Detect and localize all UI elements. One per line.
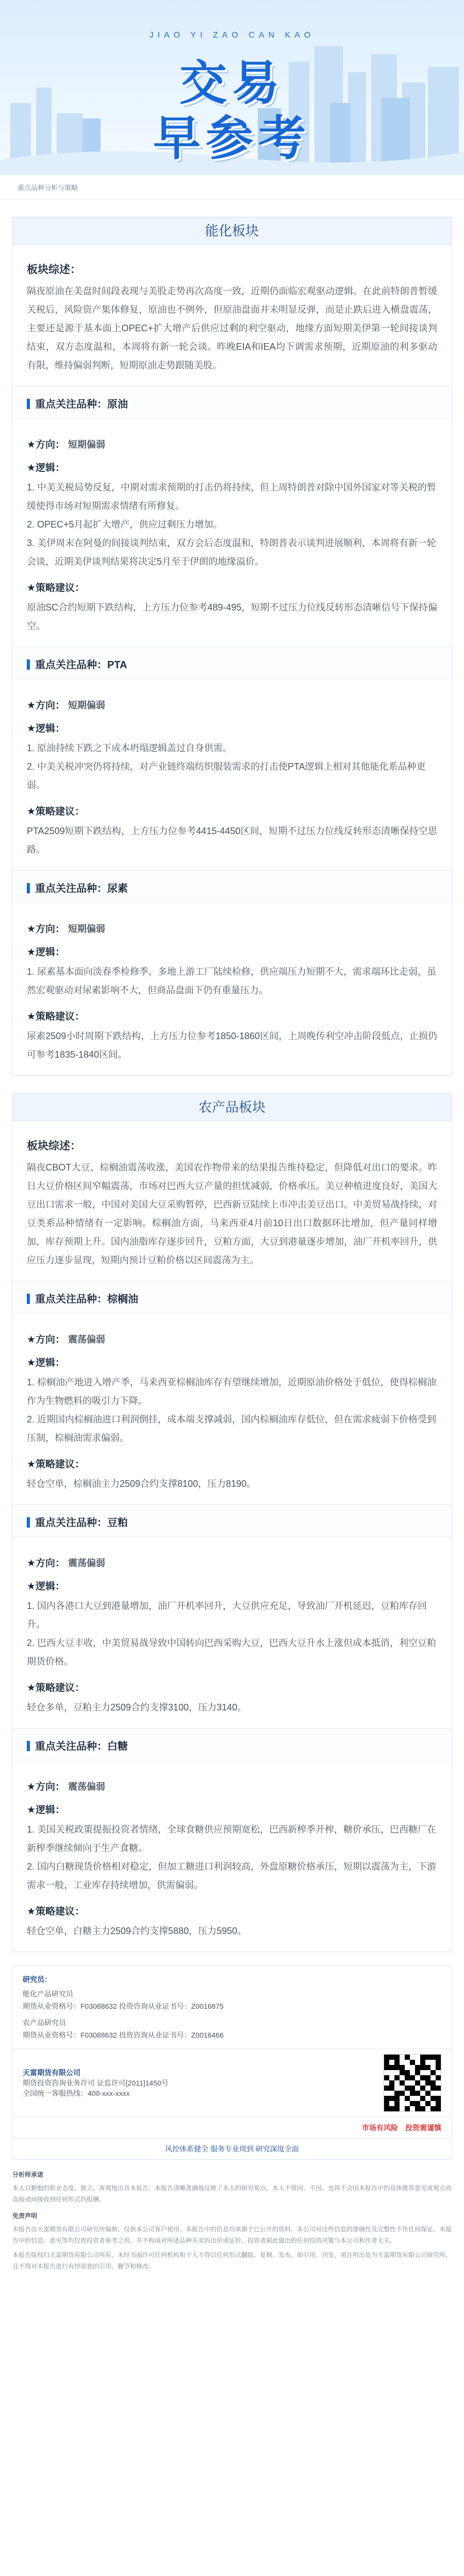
direction-value: 短期偏弱: [68, 439, 106, 450]
logic-label: ★逻辑：: [27, 1358, 65, 1368]
slogan-row: [12, 2138, 452, 2159]
company-name: 天富期货有限公司: [23, 2069, 80, 2077]
logic-item: 2. 国内白糖现货价格相对稳定，但加工糖进口利润较高，外盘原糖价格承压，短期以震荡为主，下游需求一般，工业库存持续增加，供需偏弱。: [27, 1861, 437, 1890]
accent-bar: [27, 1517, 30, 1528]
legal-heading-2: 免责声明: [12, 2212, 38, 2219]
focus-head: 重点关注品种：尿素: [12, 871, 452, 903]
accent-bar: [27, 399, 30, 409]
agri-summary: [12, 1121, 452, 1281]
strategy-label: ★策略建议：: [27, 1459, 85, 1470]
banner-pinyin: JIAO YI ZAO CAN KAO: [149, 31, 315, 40]
strategy-text: 轻仓空单，棕榈油主力2509合约支撑8100，压力8190。: [27, 1479, 256, 1489]
agri-analyst-title: 农产品研究员: [23, 2019, 66, 2027]
direction-value: 震荡偏弱: [68, 1782, 106, 1792]
direction-value: 震荡偏弱: [68, 1558, 106, 1568]
logic-item: 2. 中美关税冲突仍将持续，对产业链终端纺织服装需求的打击使PTA逻辑上相对其他能化系品种更弱。: [27, 761, 426, 790]
legal-heading-1: 分析师承诺: [12, 2171, 44, 2178]
analyst-box: [12, 1966, 452, 2048]
agri-section: [12, 1093, 452, 1952]
slogan: 风控体系健全 服务专业周到 研究深度全面: [165, 2145, 299, 2153]
risk-tag-1: 市场有风险: [362, 2124, 398, 2132]
legal-text-3: 本报告版权归天富期货有限公司所有，未经书面许可任何机构和个人不得以任何形式翻版、复制、发布。如引用、刊发，须注明出处为天富期货有限公司研究所，且不得对本报告进行有悖原意的引用、删节和修改。: [12, 2251, 452, 2270]
logic-item: 1. 美国关税政策提振投资者情绪，全球食糖供应预期宽松，巴西新榨季开榨，糖价承压，巴西糖厂在新榨季继续倾向于生产食糖。: [27, 1824, 437, 1853]
focus-name: 棕榈油: [107, 1294, 138, 1305]
focus-item-pta: [12, 647, 452, 871]
disclaimer: [12, 2169, 452, 2272]
report-subtitle: 重点品种分析与策略: [0, 175, 464, 199]
summary-label: 板块综述：: [27, 1140, 81, 1152]
direction-value: 震荡偏弱: [68, 1334, 106, 1345]
analyst-label: 研究员：: [23, 1975, 52, 1984]
focus-head: 重点关注品种：PTA: [12, 647, 452, 679]
direction-value: 短期偏弱: [68, 924, 106, 934]
focus-item-crude: [12, 386, 452, 647]
energy-summary: [12, 245, 452, 386]
logic-item: 2. OPEC+5月起扩大增产，供应过剩压力增加。: [27, 519, 223, 530]
section-title-energy: 能化板块: [12, 217, 452, 245]
logic-label: ★逻辑：: [27, 723, 65, 734]
section-title-agri: 农产品板块: [12, 1094, 452, 1121]
accent-bar: [27, 1741, 30, 1751]
focus-name: 尿素: [107, 883, 128, 894]
energy-section: [12, 217, 452, 1076]
focus-name: 白糖: [107, 1741, 128, 1752]
logic-item: 1. 国内各港口大豆到港量增加，油厂开机率回升，大豆供应充足，导致油厂开机延迟，豆粕库存回升。: [27, 1601, 427, 1630]
legal-text-1: 本人以勤勉的职业态度，独立、客观地出具本报告。本报告清晰准确地反映了本人的研究观点。本人不曾因、不因、也将不会因本报告中的具体推荐意见或观点而直接或间接收到任何形式的报酬。: [12, 2184, 452, 2203]
accent-bar: [27, 883, 30, 893]
strategy-label: ★策略建议：: [27, 1011, 85, 1022]
strategy-label: ★策略建议：: [27, 806, 85, 817]
summary-text: 隔夜原油在美盘时间段表现与美股走势再次高度一致，近期仍面临宏观驱动逻辑。在此前特朗普暂缓关税后，风险资产集体修复，原油也不例外，但原油盘面并未明显反弹，而是止跌后进入横盘震荡，主要还是源于基本面上OPEC+扩大增产后供应过剩的利空驱动，地缘方面短期美伊第一轮间接谈判结束，双方态度温和，本周将有新一轮会谈。昨晚EIA和IEA均下调需求预期，近期原油的利多驱动有限，维持偏弱判断，短期原油走势跟随美股。: [27, 286, 437, 370]
focus-item-palm-oil: [12, 1281, 452, 1505]
energy-analyst-line: 期货从业资格号：F03088632 投资咨询从业证书号：Z0016875: [23, 2002, 224, 2010]
strategy-text: 原油SC合约短期下跌结构，上方压力位参考489-495，短期不过压力位线反转形态清晰信号下保持偏空。: [27, 602, 437, 631]
banner-title-line2: 早参考: [153, 111, 311, 166]
logic-label: ★逻辑：: [27, 463, 65, 473]
focus-head: 重点关注品种：棕榈油: [12, 1281, 452, 1313]
strategy-text: 轻仓多单，豆粕主力2509合约支撑3100，压力3140。: [27, 1702, 247, 1713]
direction-value: 短期偏弱: [68, 700, 106, 710]
direction-label: ★方向： 短期偏弱: [27, 439, 106, 450]
strategy-label: ★策略建议：: [27, 1683, 85, 1693]
strategy-text: 尿素2509小时周期下跌结构，上方压力位参考1850-1860区间，上周晚传利空冲击阶段低点，止损仍可参考1835-1840区间。: [27, 1031, 437, 1060]
focus-head: 重点关注品种：豆粕: [12, 1505, 452, 1537]
risk-tag-2: 投资需谨慎: [405, 2124, 441, 2132]
focus-item-urea: [12, 871, 452, 1075]
legal-text-2: 本报告由天富期货有限公司研究所编制，仅供本公司客户使用。本报告中的信息均来源于已公开的资料，本公司对这些信息的准确性及完整性不作任何保证。本报告中的信息、意见等均仅供投资者参考之用，并不构成对所述品种买卖的出价或征价，投资者据此做出的任何投资决策与本公司和作者无关。: [12, 2226, 452, 2244]
direction-label: ★方向： 短期偏弱: [27, 924, 106, 935]
strategy-text: PTA2509短期下跌结构，上方压力位参考4415-4450区间，短期不过压力位线反转形态清晰保持空思路。: [27, 826, 437, 855]
strategy-text: 轻仓空单，白糖主力2509合约支撑5880，压力5950。: [27, 1926, 247, 1936]
logic-label: ★逻辑：: [27, 947, 65, 958]
accent-bar: [27, 1294, 30, 1304]
focus-item-soymeal: [12, 1505, 452, 1728]
direction-label: ★方向： 震荡偏弱: [27, 1558, 106, 1569]
contact-line: 全国统一客服热线：400-xxx-xxxx: [23, 2089, 130, 2097]
logic-item: 1. 中美关税局势反复，中期对需求预期的打击仍将持续，但上周特朗普对除中国外国家对等关税的暂缓使得市场对短期需求情绪有所修复。: [27, 482, 437, 511]
logic-label: ★逻辑：: [27, 1805, 65, 1816]
strategy-label: ★策略建议：: [27, 583, 85, 594]
logic-item: 2. 近期国内棕榈油进口利润倒挂，成本端支撑减弱，国内棕榈油库存低位，但在需求疲弱下价格受到压制，棕榈油需求偏弱。: [27, 1414, 437, 1443]
accent-bar: [27, 659, 30, 670]
direction-label: ★方向： 震荡偏弱: [27, 1334, 106, 1345]
logic-item: 1. 尿素基本面向淡春季检修季，多地上游工厂陆续检修，供应端压力短期不大，需求端环比走弱，虽然宏观驱动对尿素影响不大，但商品盘面下仍有重量压力。: [27, 967, 437, 995]
logic-item: 1. 棕榈油产地进入增产季，马来西亚棕榈油库存有望继续增加，近期原油价格处于低位，使得棕榈油作为生物燃料的吸引力下降。: [27, 1377, 437, 1406]
focus-name: 原油: [107, 399, 128, 410]
logic-item: 3. 美伊周末在阿曼的间接谈判结束，双方会后态度温和，特朗普表示谈判进展顺利，本周将有新一轮会谈，近期美伊谈判结果将决定5月至于伊朗的地缘溢价。: [27, 538, 437, 567]
focus-name: PTA: [107, 659, 127, 671]
energy-analyst-title: 能化产品研究员: [23, 1990, 73, 1998]
qr-code[interactable]: [384, 2054, 441, 2112]
analyst-footer: [12, 1965, 452, 2160]
focus-name: 豆粕: [107, 1517, 128, 1529]
logic-item: 2. 巴西大豆丰收，中美贸易战导致中国转向巴西采购大豆，巴西大豆升水上涨但成本抵消，利空豆粕期货价格。: [27, 1638, 437, 1667]
banner-title-line1: 交易: [179, 56, 285, 111]
company-row: [12, 2048, 452, 2117]
summary-label: 板块综述：: [27, 264, 81, 276]
logic-item: 1. 原油持续下跌之下成本坍塌逻辑盖过自身供需。: [27, 743, 233, 753]
focus-item-sugar: [12, 1728, 452, 1952]
direction-label: ★方向： 震荡偏弱: [27, 1782, 106, 1792]
agri-analyst-line: 期货从业资格号：F03088632 投资咨询从业证书号：Z0016466: [23, 2031, 224, 2039]
logic-label: ★逻辑：: [27, 1581, 65, 1592]
direction-label: ★方向： 短期偏弱: [27, 700, 106, 711]
header-banner: [0, 0, 464, 175]
focus-head: 重点关注品种：白糖: [12, 1728, 452, 1760]
focus-head: 重点关注品种：原油: [12, 386, 452, 418]
risk-row: [12, 2117, 452, 2138]
summary-text: 隔夜CBOT大豆、棕榈油震荡收涨，美国农作物带来的结果报告维持稳定，但降低对出口的要求。昨日大豆价格区间窄幅震荡，市场对巴西大豆产量的担忧减弱，价格承压。美豆种植进度良好，美国大豆出口需求一般，中国对美国大豆采购暂停，巴西新豆陆续上市冲击美豆出口。中美贸易战持续，对豆类系品种情绪有一定影响。棕榈油方面，马来西亚4月前10日出口数据环比增加，但产量同样增加，库存预期上升。国内油脂库存逐步回升，豆粕方面，大豆到港量逐步增加，油厂开机率回升，供应压力逐步显现，短期内预计豆粕价格以区间震荡为主。: [27, 1162, 437, 1265]
strategy-label: ★策略建议：: [27, 1906, 85, 1917]
license-line: 期货投资咨询业务许可 证监许可[2011]1450号: [23, 2079, 169, 2087]
